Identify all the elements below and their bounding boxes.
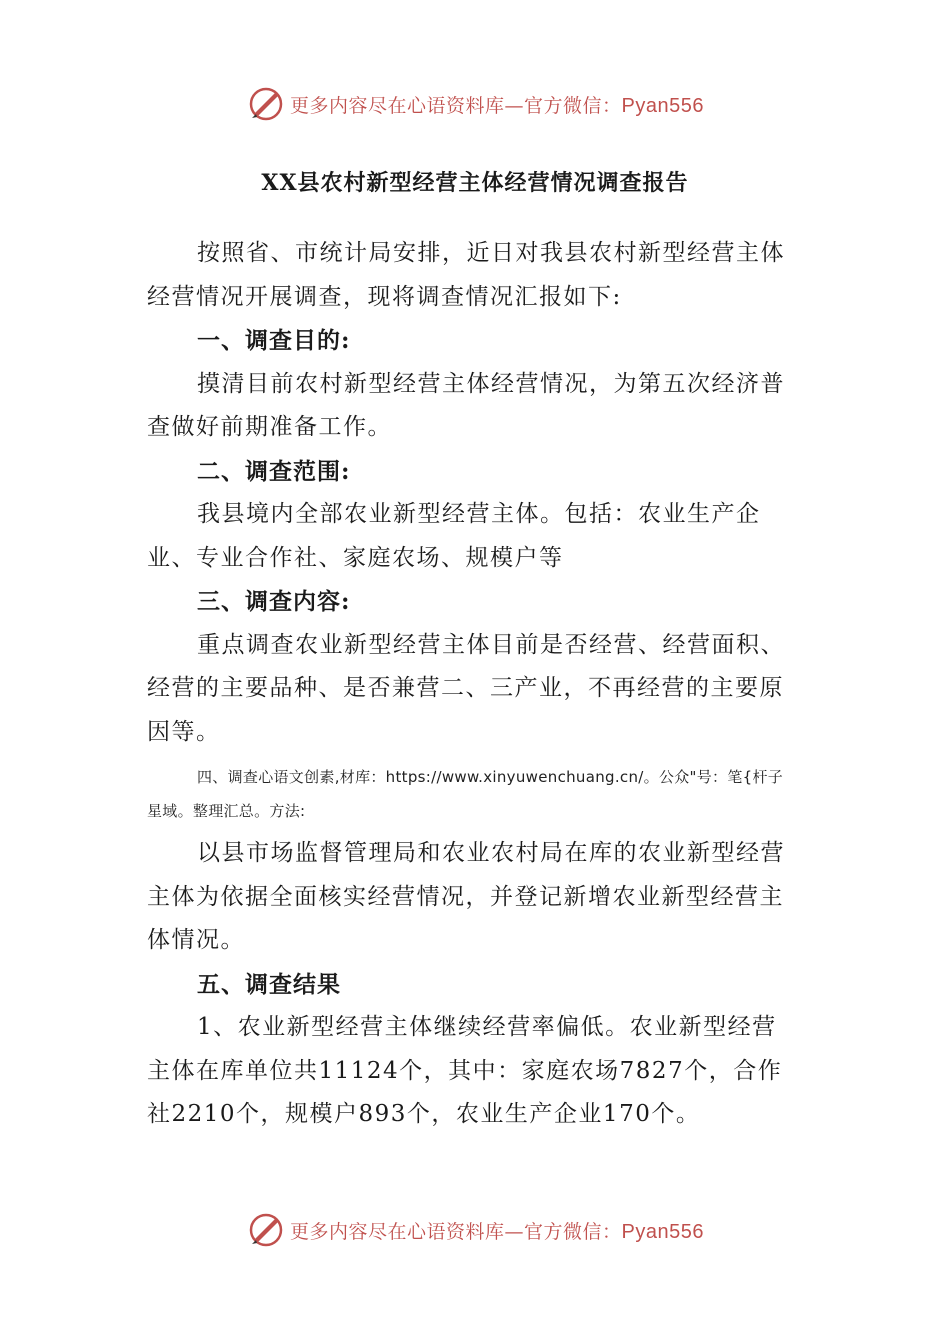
banner-text: [290, 91, 704, 118]
section-5-body: 1、农业新型经营主体继续经营率偏低。农业新型经营主体在库单位共11124个，其中：家庭农场7827个，合作社2210个，规模户893个，农业生产企业170个。: [147, 1014, 783, 1127]
banner-text: [290, 1217, 704, 1244]
pen-logo-icon: [246, 1210, 286, 1250]
intro-paragraph: 按照省、市统计局安排，近日对我县农村新型经营主体经营情况开展调查，现将调查情况汇报如下:: [147, 240, 785, 310]
banner-dash: —: [504, 94, 525, 117]
section-4-body: 以县市场监督管理局和农业农村局在库的农业新型经营主体为依据全面核实经营情况，并登记新增农业新型经营主体情况。: [147, 840, 785, 953]
section-4-heading: 四、调查心语文创素,材库：https://www.xinyuwenchuang.cn/。公众"号：笔{杆子星域。整理汇总。方法:: [147, 768, 784, 820]
section-1-body: 摸清目前农村新型经营主体经营情况，为第五次经济普查做好前期准备工作。: [147, 370, 785, 440]
section-5-heading: 五、调查结果: [197, 970, 341, 998]
banner-wechat-id: Pyan556: [621, 94, 704, 117]
banner-wechat-label: 官方微信：: [524, 1220, 622, 1243]
section-3-heading: 三、调查内容:: [197, 588, 351, 615]
banner-slogan: 更多内容尽在心语资料库: [290, 94, 505, 117]
banner-dash: —: [504, 1220, 525, 1243]
pen-logo-icon: [246, 84, 286, 124]
section-2-body: 我县境内全部农业新型经营主体。包括：农业生产企业、专业合作社、家庭农场、规模户等: [147, 501, 761, 571]
page-title: XX县农村新型经营主体经营情况调查报告: [261, 170, 689, 196]
banner-slogan: 更多内容尽在心语资料库: [290, 1220, 505, 1243]
header-banner: [0, 82, 950, 126]
section-1-heading: 一、调查目的:: [197, 327, 351, 354]
footer-banner: [0, 1208, 950, 1252]
section-3-body: 重点调查农业新型经营主体目前是否经营、经营面积、经营的主要品种、是否兼营二、三产业，不再经营的主要原因等。: [147, 631, 785, 745]
section-2-heading: 二、调查范围:: [197, 457, 351, 485]
banner-wechat-id: Pyan556: [621, 1220, 704, 1243]
document-body: [147, 232, 797, 1137]
banner-wechat-label: 官方微信：: [524, 94, 622, 117]
